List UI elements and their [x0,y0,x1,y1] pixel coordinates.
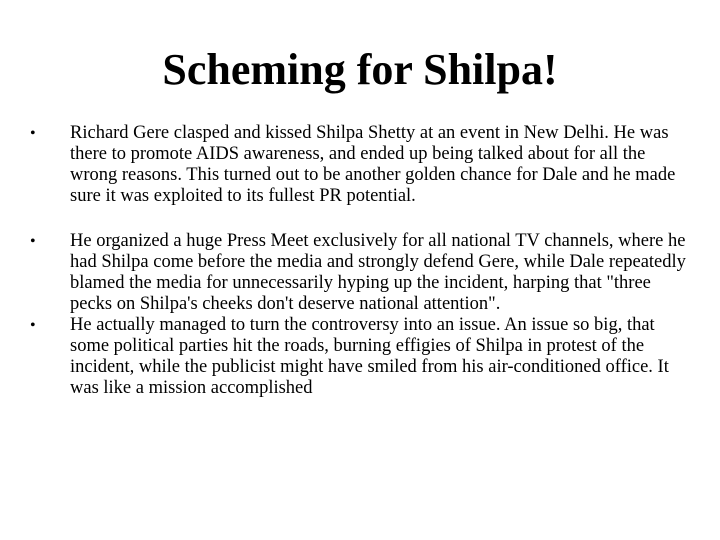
bullet-list [30,123,690,399]
bullet-text: Richard Gere clasped and kissed Shilpa Shetty at an event in New Delhi. He was there to promote AIDS awareness, and ended up being talked about for all the wrong reasons. This turned out to be another golden chance for Dale and he made sure it was exploited to its fullest PR potential. [70,123,676,206]
bullet-marker: • [30,317,36,334]
bullet-item [30,123,690,207]
bullet-item [30,231,690,315]
bullet-text: He actually managed to turn the controversy into an issue. An issue so big, that some political parties hit the roads, burning effigies of Shilpa in protest of the incident, while the publicist might have smiled from his air-conditioned office. It was like a mission accomplished [70,315,669,398]
bullet-text: He organized a huge Press Meet exclusively for all national TV channels, where he had Shilpa come before the media and strongly defend Gere, while Dale repeatedly blamed the media for unnecessarily hyping up the incident, harping that "three pecks on Shilpa's cheeks don't deserve national attention". [70,231,686,314]
bullet-marker: • [30,125,36,142]
slide-title: Scheming for Shilpa! [162,45,558,94]
bullet-item [30,315,690,399]
bullet-marker: • [30,233,36,250]
